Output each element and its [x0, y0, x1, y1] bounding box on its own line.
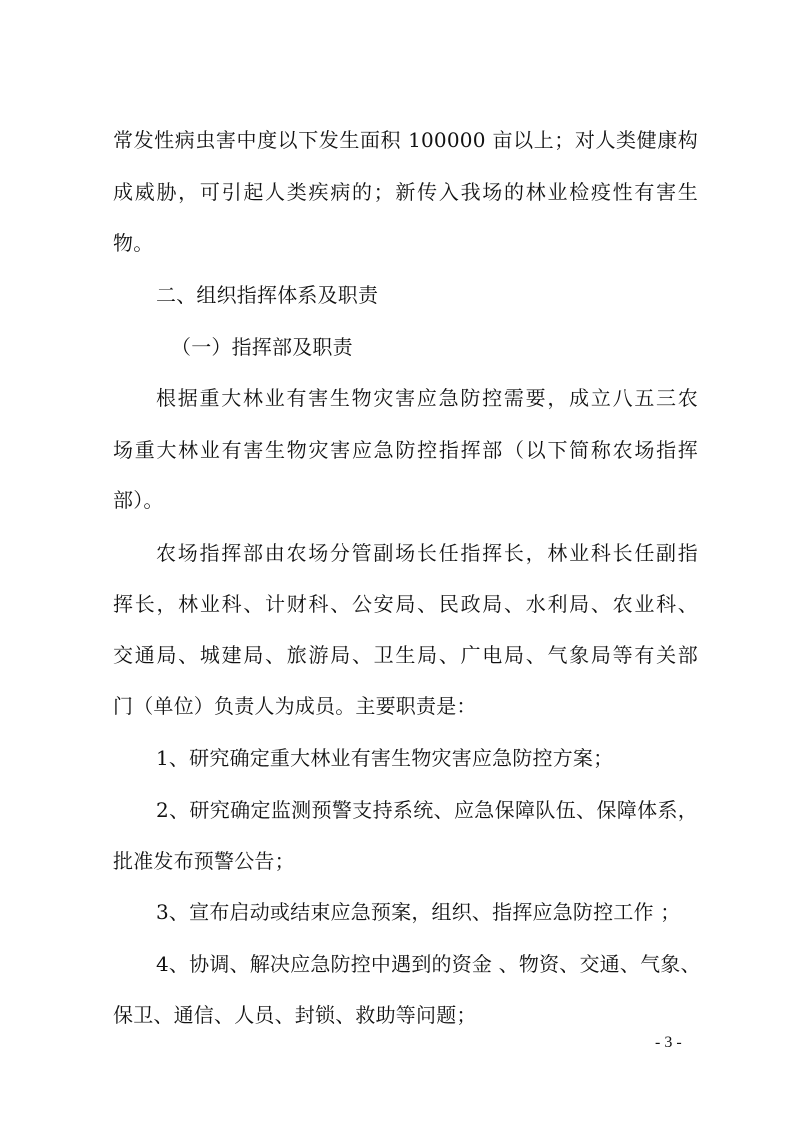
text-line-7: 场重大林业有害生物灾害应急防控指挥部（以下简称农场指挥: [113, 438, 698, 462]
text-line-9: 农场指挥部由农场分管副场长任指挥长，林业科长任副指: [156, 541, 698, 565]
list-item-4-line-2: 保卫、通信、人员、封锁、救助等问题；: [113, 1003, 477, 1027]
text-line-11: 交通局、城建局、旅游局、卫生局、广电局、气象局等有关部: [113, 643, 698, 667]
text-line-3: 物。: [113, 231, 154, 255]
text-line-1: 常发性病虫害中度以下发生面积 100000 亩以上；对人类健康构: [113, 128, 698, 152]
page-number: - 3 -: [655, 1034, 682, 1051]
text-line-10: 挥长，林业科、计财科、公安局、民政局、水利局、农业科、: [113, 592, 698, 616]
text-line-6: 根据重大林业有害生物灾害应急防控需要，成立八五三农: [156, 386, 698, 410]
list-item-2-line-1: 2、研究确定监测预警支持系统、应急保障队伍、保障体系，: [156, 798, 698, 822]
list-item-1: 1、研究确定重大林业有害生物灾害应急防控方案；: [156, 746, 614, 770]
text-line-2: 成威胁，可引起人类疾病的；新传入我场的林业检疫性有害生: [113, 180, 698, 204]
list-item-4-line-1: 4、协调、解决应急防控中遇到的资金 、物资、交通、气象、: [156, 952, 701, 976]
subsection-heading: （一）指挥部及职责: [171, 335, 353, 359]
section-heading: 二、组织指挥体系及职责: [156, 283, 379, 307]
text-line-8: 部）。: [113, 488, 164, 512]
list-item-2-line-2: 批准发布预警公告；: [113, 849, 295, 873]
list-item-3: 3、宣布启动或结束应急预案，组织、指挥应急防控工作 ；: [156, 900, 681, 924]
text-line-12: 门（单位）负责人为成员。主要职责是：: [113, 694, 477, 718]
